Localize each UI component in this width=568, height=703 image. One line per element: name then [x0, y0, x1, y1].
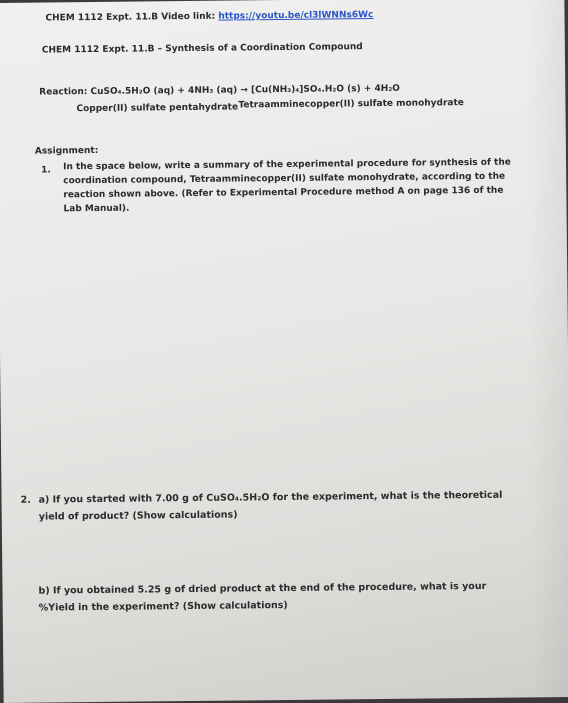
q2b-line-1: b) If you obtained 5.25 g of dried product at the end of the procedure, what is your [38, 580, 487, 597]
reaction-line [39, 84, 400, 98]
q1-line-2: coordination compound, Tetraamminecopper(II) sulfate monohydrate, according to the [63, 171, 506, 187]
q1-line-3: reaction shown above. (Refer to Experimental Procedure method A on page 136 of the [63, 185, 504, 201]
reaction-label: Reaction: [39, 87, 88, 98]
product-name: Tetraamminecopper(II) sulfate monohydrate [238, 98, 464, 111]
q2a-line-1: a) If you started with 7.00 g of CuSO₄.5H₂O for the experiment, what is the theoretical [38, 489, 503, 506]
q2a-line-2: yield of product? (Show calculations) [38, 509, 238, 523]
q1-line-4: Lab Manual). [63, 203, 130, 215]
page-title: CHEM 1112 Expt. 11.B – Synthesis of a Coordination Compound [41, 42, 363, 56]
reactant-name: Copper(II) sulfate pentahydrate [76, 102, 239, 115]
assignment-heading: Assignment: [34, 145, 99, 157]
page-shadow [524, 0, 568, 697]
header-label: CHEM 1112 Expt. 11.B Video link: [45, 11, 216, 24]
q1-number: 1. [41, 165, 51, 176]
reaction-equation: CuSO₄.5H₂O (aq) + 4NH₃ (aq) → [Cu(NH₃)₄]SO₄.H₂O (s) + 4H₂O [90, 83, 400, 98]
header-line [45, 10, 373, 23]
q2-number: 2. [20, 494, 31, 506]
q2b-line-2: %Yield in the experiment? (Show calculations) [38, 599, 288, 614]
video-link[interactable]: https://youtu.be/cl3lWNNs6Wc [218, 10, 374, 22]
q1-line-1: In the space below, write a summary of the experimental procedure for synthesis of the [63, 157, 511, 173]
